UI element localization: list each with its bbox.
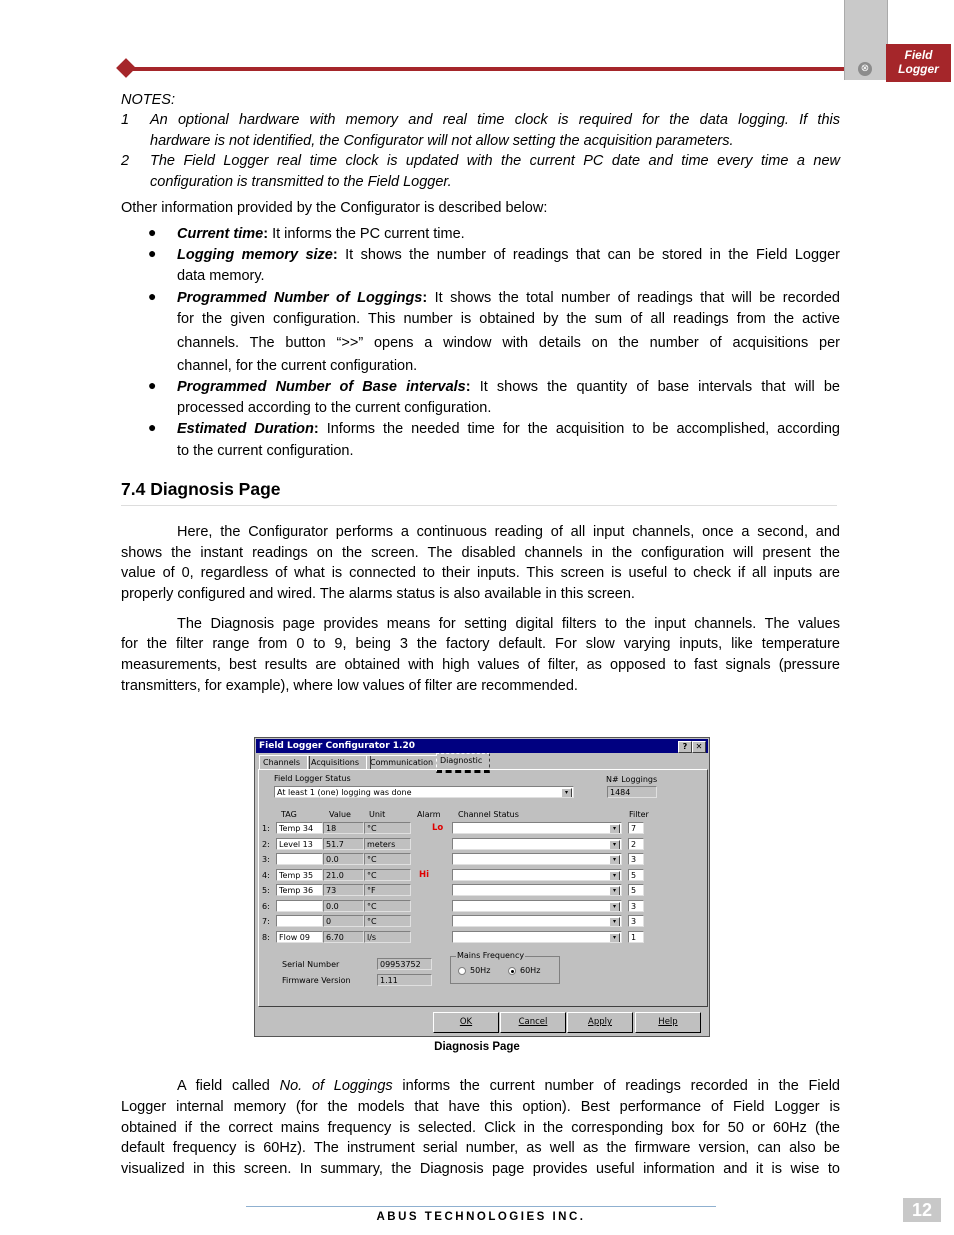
radio-60hz[interactable] (508, 967, 516, 975)
radio-60hz-label: 60Hz (520, 966, 541, 975)
col-unit: Unit (369, 810, 386, 819)
bullet-term: Current time (177, 226, 264, 242)
para3-prefix: A field called (177, 1078, 280, 1094)
bullet-text: channel, for the current configuration. (177, 358, 418, 374)
bullet-dot: ● (148, 419, 157, 435)
paragraph-line: measurements, best results are obtained with high values of filter, as opposed to fast signals (pressure (121, 657, 840, 673)
ok-button[interactable]: OK (433, 1012, 499, 1033)
bullet-text: It shows the total number of readings that will be recorded (434, 290, 840, 306)
bullet-text: processed according to the current configuration. (177, 400, 492, 416)
bullet-colon: : (263, 226, 269, 242)
mains-frequency-label: Mains Frequency (457, 951, 525, 960)
paragraph-line: The Diagnosis page provides means for setting digital filters to the input channels. The values (177, 616, 840, 632)
tab-channels[interactable]: Channels (259, 755, 310, 770)
row-number: 4: (262, 871, 270, 880)
paragraph-line: for the filter range from 0 to 9, being 3 the factory default. For slow varying inputs, like temperature (121, 636, 840, 652)
bullet-term: Programmed Number of Loggings (177, 290, 423, 306)
chevron-down-icon[interactable]: ▾ (609, 871, 620, 881)
channel-status-select[interactable] (452, 822, 622, 834)
bullet-text: It informs the PC current time. (272, 226, 465, 242)
cancel-button[interactable]: Cancel (500, 1012, 566, 1033)
row-number: 6: (262, 902, 270, 911)
para3-italic: No. of Loggings (279, 1078, 393, 1094)
value-field: 51.7 (323, 838, 364, 850)
chevron-down-icon[interactable]: ▾ (609, 933, 620, 943)
chevron-down-icon[interactable]: ▾ (609, 840, 620, 850)
bullet-dot: ● (148, 224, 157, 240)
intro-text: Other information provided by the Configurator is described below: (121, 200, 548, 216)
tag-field[interactable] (276, 900, 323, 912)
bullet-item (177, 288, 840, 309)
paragraph-line: default frequency is 60Hz). The instrument serial number, as well as the firmware version, can also be (121, 1140, 840, 1156)
note-text: An optional hardware with memory and real time clock is required for the data logging. If this (150, 112, 840, 128)
header-diamond-icon (116, 58, 136, 78)
tag-field[interactable]: Temp 36 (276, 884, 323, 896)
chevron-down-icon[interactable]: ▾ (609, 917, 620, 927)
bullet-text: data memory. (177, 268, 265, 284)
unit-field: °C (364, 869, 411, 881)
paragraph-line (177, 1076, 840, 1097)
bullet-colon: : (465, 379, 471, 395)
section-title: 7.4 Diagnosis Page (121, 479, 281, 499)
header-close-icon: ⊗ (858, 62, 872, 76)
bullet-dot: ● (148, 245, 157, 261)
dialog-title-bar (256, 739, 708, 753)
paragraph-line: shows the instant readings on the screen. The disabled channels in the configuration will present the (121, 545, 840, 561)
tab-communication[interactable]: Communication (366, 755, 440, 770)
note-number: 2 (121, 153, 130, 169)
col-tag: TAG (281, 810, 297, 819)
radio-50hz-label: 50Hz (470, 966, 491, 975)
bullet-text: It shows the quantity of base intervals that will be (479, 379, 840, 395)
loggings-field: 1484 (607, 786, 657, 798)
unit-field: °C (364, 900, 411, 912)
serial-label: Serial Number (282, 960, 340, 969)
filter-field[interactable]: 5 (628, 884, 644, 896)
help-button[interactable]: Help (635, 1012, 701, 1033)
apply-button[interactable]: Apply (567, 1012, 633, 1033)
col-value: Value (329, 810, 351, 819)
bullet-text: It shows the number of readings that can be stored in the Field Logger (345, 247, 841, 263)
bullet-colon: : (313, 421, 319, 437)
value-field: 0 (323, 915, 364, 927)
loggings-label: N# Loggings (606, 775, 658, 784)
tab-acquisitions[interactable]: Acquisitions (307, 755, 371, 770)
filter-field[interactable]: 7 (628, 822, 644, 834)
tab-diagnostic[interactable]: Diagnostic (436, 753, 490, 773)
bullet-item (177, 245, 840, 266)
mains-frequency-group (450, 951, 560, 984)
chevron-down-icon[interactable]: ▾ (609, 855, 620, 865)
dialog-title: Field Logger Configurator 1.20 (259, 741, 415, 751)
paragraph-line: visualized in this screen. In summary, the Diagnosis page provides useful information and it is wise to (121, 1161, 840, 1177)
channel-status-select[interactable] (452, 853, 622, 865)
paragraph-line: obtained if the correct mains frequency is selected. Click in the corresponding box for 50 or 60Hz (the (121, 1120, 840, 1136)
bullet-colon: : (422, 290, 428, 306)
status-label: Field Logger Status (274, 774, 351, 783)
bullet-item (177, 224, 465, 245)
help-icon[interactable]: ? (678, 741, 692, 753)
status-value: At least 1 (one) logging was done (277, 788, 412, 797)
bullet-term: Programmed Number of Base intervals (177, 379, 466, 395)
row-number: 1: (262, 824, 270, 833)
paragraph-line: properly configured and wired. The alarms status is also available in this screen. (121, 586, 635, 602)
channel-status-select[interactable] (452, 884, 622, 896)
unit-field: l/s (364, 931, 411, 943)
alarm-indicator: Hi (419, 870, 430, 880)
chevron-down-icon[interactable]: ▾ (561, 788, 572, 798)
radio-50hz[interactable] (458, 967, 466, 975)
bullet-colon: : (332, 247, 338, 263)
unit-field: meters (364, 838, 411, 850)
close-icon[interactable]: ✕ (692, 741, 706, 753)
note-text: configuration is transmitted to the Field Logger. (150, 174, 452, 190)
para3-suffix: informs the current number of readings recorded in the Field (392, 1078, 840, 1094)
bullet-text: channels. The button “>>” opens a window with details on the number of acquisitions per (177, 335, 840, 351)
tag-field[interactable] (276, 853, 323, 865)
footer-rule (246, 1206, 716, 1207)
row-number: 5: (262, 886, 270, 895)
col-filter: Filter (629, 810, 649, 819)
status-select[interactable] (274, 786, 574, 798)
row-number: 7: (262, 917, 270, 926)
bullet-text: Informs the needed time for the acquisition to be accomplished, according (326, 421, 840, 437)
paragraph-line: Logger internal memory (for the models that have this option). Best performance of Field Logger is (121, 1099, 840, 1115)
paragraph-line: transmitters, for example), where low values of filter are recommended. (121, 678, 578, 694)
tag-field[interactable] (276, 915, 323, 927)
row-number: 2: (262, 840, 270, 849)
serial-field: 09953752 (377, 958, 432, 970)
value-field: 18 (323, 822, 364, 834)
notes-heading: NOTES: (121, 92, 175, 108)
value-field: 0.0 (323, 900, 364, 912)
unit-field: °C (364, 853, 411, 865)
tag-field[interactable]: Temp 35 (276, 869, 323, 881)
row-number: 8: (262, 933, 270, 942)
channel-status-select[interactable] (452, 838, 622, 850)
section-rule (121, 505, 837, 506)
paragraph-line: value of 0, regardless of what is connected to their inputs. This screen is useful to check if all inputs are (121, 565, 840, 581)
unit-field: °C (364, 915, 411, 927)
filter-field[interactable]: 5 (628, 869, 644, 881)
alarm-indicator: Lo (432, 823, 444, 833)
tag-field[interactable]: Flow 09 (276, 931, 323, 943)
col-channel-status: Channel Status (458, 810, 519, 819)
footer-company: ABUS TECHNOLOGIES INC. (376, 1211, 586, 1223)
filter-field[interactable]: 3 (628, 915, 644, 927)
filter-field[interactable]: 3 (628, 900, 644, 912)
value-field: 6.70 (323, 931, 364, 943)
bullet-dot: ● (148, 377, 157, 393)
bullet-dot: ● (148, 288, 157, 304)
chevron-down-icon[interactable]: ▾ (609, 902, 620, 912)
row-number: 3: (262, 855, 270, 864)
header-section-tab (886, 44, 951, 82)
page-number: 12 (903, 1198, 941, 1222)
note-text: The Field Logger real time clock is updated with the current PC date and time every time a new (150, 153, 840, 169)
value-field: 21.0 (323, 869, 364, 881)
col-alarm: Alarm (417, 810, 441, 819)
chevron-down-icon[interactable]: ▾ (609, 886, 620, 896)
bullet-term: Logging memory size (177, 247, 333, 263)
channel-status-select[interactable] (452, 915, 622, 927)
channel-status-select[interactable] (452, 900, 622, 912)
header-rule (124, 67, 844, 71)
note-text: hardware is not identified, the Configurator will not allow setting the acquisition parameters. (150, 133, 734, 149)
unit-field: °C (364, 822, 411, 834)
chevron-down-icon[interactable]: ▾ (609, 824, 620, 834)
header-tab-line2: Logger (898, 62, 939, 76)
channel-status-select[interactable] (452, 869, 622, 881)
bullet-text: to the current configuration. (177, 443, 354, 459)
tag-field[interactable]: Level 13 (276, 838, 323, 850)
firmware-field: 1.11 (377, 974, 432, 986)
tag-field[interactable]: Temp 34 (276, 822, 323, 834)
filter-field[interactable]: 3 (628, 853, 644, 865)
bullet-term: Estimated Duration (177, 421, 314, 437)
value-field: 0.0 (323, 853, 364, 865)
filter-field[interactable]: 1 (628, 931, 644, 943)
note-number: 1 (121, 112, 130, 128)
channel-status-select[interactable] (452, 931, 622, 943)
figure-caption: Diagnosis Page (434, 1041, 520, 1053)
value-field: 73 (323, 884, 364, 896)
bullet-text: for the given configuration. This number is obtained by the sum of all readings from the active (177, 311, 840, 327)
paragraph-line: Here, the Configurator performs a continuous reading of all input channels, once a second, and (177, 524, 840, 540)
unit-field: °F (364, 884, 411, 896)
firmware-label: Firmware Version (282, 976, 351, 985)
bullet-item (177, 377, 840, 398)
bullet-item (177, 419, 840, 440)
diagnostic-dialog (254, 737, 710, 1037)
header-tab-line1: Field (904, 48, 933, 62)
filter-field[interactable]: 2 (628, 838, 644, 850)
